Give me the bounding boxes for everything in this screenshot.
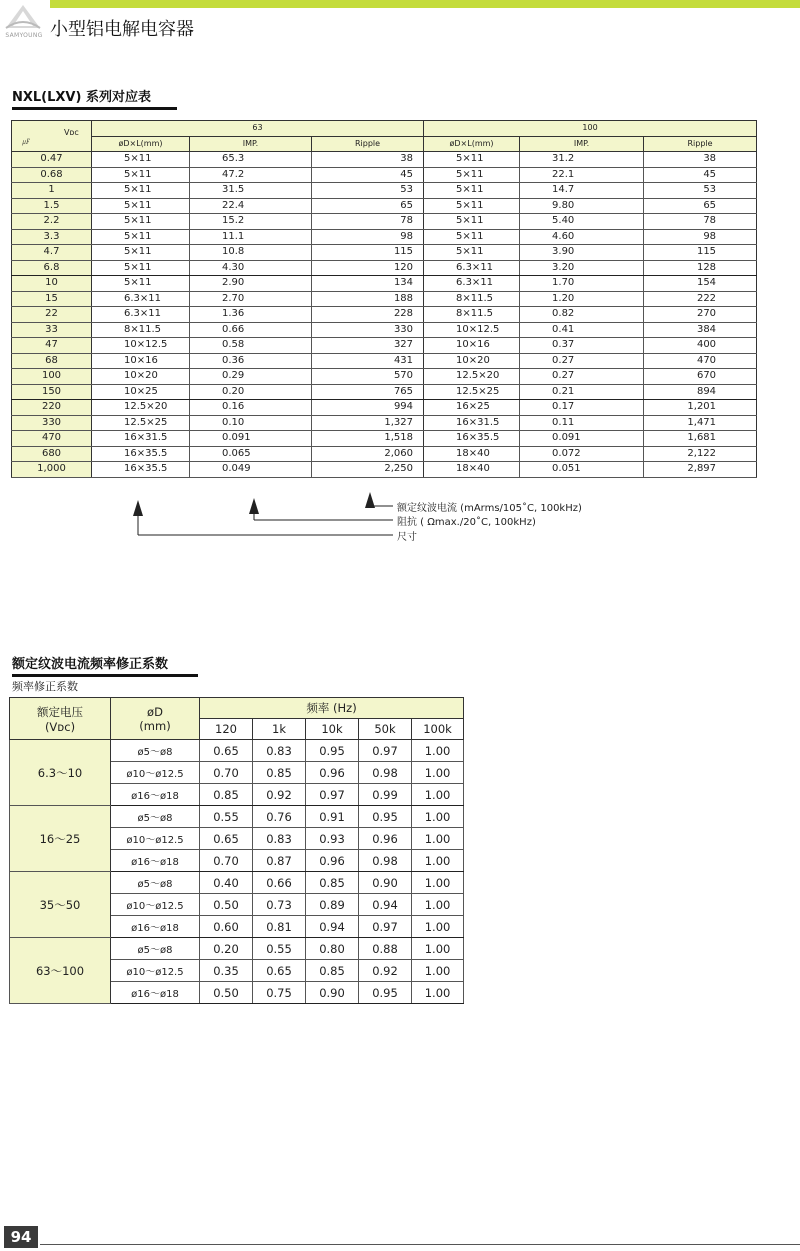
impedance-cell: 0.27	[520, 353, 644, 369]
dimension-cell: 12.5×20	[424, 369, 520, 385]
table-row	[12, 322, 757, 338]
coefficient-cell: 0.65	[200, 740, 253, 762]
coefficient-cell: 1.00	[412, 740, 464, 762]
diameter-cell: ø5～ø8	[111, 740, 200, 762]
dimension-cell: 10×12.5	[92, 338, 190, 354]
ripple-cell: 400	[644, 338, 757, 354]
dimension-cell: 5×11	[92, 229, 190, 245]
impedance-cell: 0.065	[190, 446, 312, 462]
capacitance-cell: 150	[12, 384, 92, 400]
ripple-cell: 65	[644, 198, 757, 214]
ripple-cell: 45	[644, 167, 757, 183]
table-row	[12, 307, 757, 323]
coefficient-cell: 1.00	[412, 894, 464, 916]
diameter-cell: ø16～ø18	[111, 850, 200, 872]
dimension-cell: 6.3×11	[92, 291, 190, 307]
impedance-cell: 47.2	[190, 167, 312, 183]
samyoung-logo	[2, 2, 44, 38]
vdc-label: Vᴅᴄ	[64, 128, 79, 137]
capacitance-cell: 4.7	[12, 245, 92, 261]
impedance-cell: 0.37	[520, 338, 644, 354]
capacitance-cell: 1	[12, 183, 92, 199]
coefficient-cell: 0.85	[253, 762, 306, 784]
coefficient-cell: 0.50	[200, 894, 253, 916]
dimension-cell: 5×11	[424, 183, 520, 199]
coefficient-cell: 0.95	[359, 982, 412, 1004]
impedance-cell: 0.20	[190, 384, 312, 400]
ripple-cell: 53	[312, 183, 424, 199]
table-row	[10, 872, 464, 894]
diameter-label: øD	[147, 704, 163, 719]
ripple-cell: 470	[644, 353, 757, 369]
dimension-cell: 6.3×11	[424, 260, 520, 276]
diameter-header	[111, 698, 200, 740]
capacitance-cell: 1,000	[12, 462, 92, 478]
frequency-col-header: 120	[200, 719, 253, 740]
table-row	[12, 245, 757, 261]
impedance-cell: 0.10	[190, 415, 312, 431]
rated-voltage-cell: 6.3～10	[10, 740, 111, 806]
impedance-cell: 4.30	[190, 260, 312, 276]
coefficient-cell: 0.40	[200, 872, 253, 894]
page-number: 94	[4, 1226, 38, 1248]
impedance-cell: 3.20	[520, 260, 644, 276]
ripple-cell: 431	[312, 353, 424, 369]
dimension-cell: 8×11.5	[424, 307, 520, 323]
impedance-cell: 22.1	[520, 167, 644, 183]
diameter-cell: ø5～ø8	[111, 872, 200, 894]
capacitance-cell: 330	[12, 415, 92, 431]
ripple-cell: 98	[644, 229, 757, 245]
capacitance-cell: 47	[12, 338, 92, 354]
dimension-cell: 8×11.5	[424, 291, 520, 307]
coefficient-cell: 0.97	[306, 784, 359, 806]
coefficient-cell: 0.83	[253, 828, 306, 850]
ripple-cell: 994	[312, 400, 424, 416]
ripple-cell: 2,250	[312, 462, 424, 478]
rated-voltage-cell: 63～100	[10, 938, 111, 1004]
coefficient-cell: 0.88	[359, 938, 412, 960]
impedance-cell: 0.82	[520, 307, 644, 323]
dimension-cell: 5×11	[424, 152, 520, 168]
table-row	[12, 183, 757, 199]
diameter-cell: ø10～ø12.5	[111, 894, 200, 916]
footer-rule	[40, 1244, 800, 1245]
voltage-header-63: 63	[92, 121, 424, 137]
coefficient-cell: 0.85	[306, 872, 359, 894]
dimension-cell: 18×40	[424, 446, 520, 462]
table-row	[12, 198, 757, 214]
table-row	[12, 214, 757, 230]
dimension-cell: 5×11	[424, 229, 520, 245]
ripple-cell: 1,201	[644, 400, 757, 416]
diameter-cell: ø10～ø12.5	[111, 828, 200, 850]
coefficient-cell: 0.97	[359, 916, 412, 938]
diameter-cell: ø5～ø8	[111, 938, 200, 960]
dimension-cell: 6.3×11	[424, 276, 520, 292]
ripple-cell: 78	[312, 214, 424, 230]
col-header-ripple: Ripple	[644, 136, 757, 152]
dimension-cell: 12.5×25	[424, 384, 520, 400]
table-row	[12, 369, 757, 385]
capacitance-cell: 0.47	[12, 152, 92, 168]
ripple-cell: 670	[644, 369, 757, 385]
coefficient-cell: 0.80	[306, 938, 359, 960]
dimension-cell: 5×11	[92, 214, 190, 230]
ripple-cell: 570	[312, 369, 424, 385]
diameter-cell: ø16～ø18	[111, 784, 200, 806]
coefficient-cell: 0.60	[200, 916, 253, 938]
impedance-cell: 0.091	[190, 431, 312, 447]
legend-dimension: 尺寸	[397, 532, 417, 543]
ripple-cell: 45	[312, 167, 424, 183]
dimension-cell: 16×35.5	[92, 462, 190, 478]
coefficient-cell: 0.20	[200, 938, 253, 960]
legend-ripple: 额定纹波电流 (mArms/105˚C, 100kHz)	[397, 503, 582, 514]
capacitance-cell: 1.5	[12, 198, 92, 214]
dimension-cell: 5×11	[424, 198, 520, 214]
coefficient-cell: 0.94	[306, 916, 359, 938]
capacitance-cell: 15	[12, 291, 92, 307]
coefficient-cell: 1.00	[412, 850, 464, 872]
impedance-cell: 0.049	[190, 462, 312, 478]
coefficient-cell: 0.92	[359, 960, 412, 982]
dimension-cell: 5×11	[424, 245, 520, 261]
col-header-impedance: IMP.	[190, 136, 312, 152]
table-row	[12, 167, 757, 183]
coefficient-cell: 1.00	[412, 784, 464, 806]
frequency-correction-table	[9, 697, 464, 1004]
ripple-cell: 188	[312, 291, 424, 307]
coefficient-cell: 0.75	[253, 982, 306, 1004]
ripple-cell: 115	[312, 245, 424, 261]
ripple-cell: 78	[644, 214, 757, 230]
coefficient-cell: 0.65	[253, 960, 306, 982]
page-title: 小型铝电解电容器	[50, 19, 194, 40]
impedance-cell: 0.41	[520, 322, 644, 338]
capacitance-cell: 100	[12, 369, 92, 385]
coefficient-cell: 0.90	[306, 982, 359, 1004]
ripple-cell: 128	[644, 260, 757, 276]
dimension-cell: 5×11	[92, 183, 190, 199]
impedance-cell: 0.091	[520, 431, 644, 447]
coefficient-cell: 1.00	[412, 828, 464, 850]
coefficient-cell: 0.95	[359, 806, 412, 828]
coefficient-cell: 0.55	[253, 938, 306, 960]
capacitance-cell: 680	[12, 446, 92, 462]
dimension-cell: 18×40	[424, 462, 520, 478]
rated-voltage-label: 额定电压	[37, 704, 83, 719]
dimension-cell: 6.3×11	[92, 307, 190, 323]
table-row	[12, 276, 757, 292]
coefficient-cell: 0.85	[306, 960, 359, 982]
impedance-cell: 5.40	[520, 214, 644, 230]
diameter-cell: ø16～ø18	[111, 916, 200, 938]
coefficient-cell: 0.55	[200, 806, 253, 828]
table-row	[12, 291, 757, 307]
coefficient-cell: 0.81	[253, 916, 306, 938]
table-row	[12, 400, 757, 416]
coefficient-cell: 1.00	[412, 762, 464, 784]
coefficient-cell: 1.00	[412, 872, 464, 894]
ripple-cell: 270	[644, 307, 757, 323]
diameter-cell: ø5～ø8	[111, 806, 200, 828]
impedance-cell: 31.5	[190, 183, 312, 199]
ripple-cell: 65	[312, 198, 424, 214]
ripple-cell: 1,518	[312, 431, 424, 447]
frequency-col-header: 10k	[306, 719, 359, 740]
dimension-cell: 16×31.5	[424, 415, 520, 431]
impedance-cell: 1.20	[520, 291, 644, 307]
impedance-cell: 0.051	[520, 462, 644, 478]
series-table-title: NXL(LXV) 系列对应表	[12, 86, 177, 110]
col-header-ripple: Ripple	[312, 136, 424, 152]
table-row	[12, 431, 757, 447]
coefficient-cell: 1.00	[412, 938, 464, 960]
dimension-cell: 10×16	[92, 353, 190, 369]
table-row	[12, 462, 757, 478]
dimension-cell: 5×11	[424, 214, 520, 230]
table-row	[12, 152, 757, 168]
impedance-cell: 1.36	[190, 307, 312, 323]
table-row	[12, 260, 757, 276]
table-legend	[0, 480, 800, 560]
capacitance-cell: 3.3	[12, 229, 92, 245]
col-header-dimension: øD×L(mm)	[424, 136, 520, 152]
coefficient-cell: 0.35	[200, 960, 253, 982]
capacitance-cell: 68	[12, 353, 92, 369]
impedance-cell: 11.1	[190, 229, 312, 245]
diameter-cell: ø10～ø12.5	[111, 960, 200, 982]
ripple-cell: 38	[644, 152, 757, 168]
dimension-cell: 10×20	[92, 369, 190, 385]
impedance-cell: 0.66	[190, 322, 312, 338]
table-row	[10, 938, 464, 960]
dimension-cell: 10×20	[424, 353, 520, 369]
coefficient-cell: 0.91	[306, 806, 359, 828]
dimension-cell: 5×11	[92, 167, 190, 183]
dimension-cell: 16×35.5	[92, 446, 190, 462]
ripple-cell: 222	[644, 291, 757, 307]
capacitance-cell: 22	[12, 307, 92, 323]
impedance-cell: 31.2	[520, 152, 644, 168]
impedance-cell: 4.60	[520, 229, 644, 245]
table-row	[12, 415, 757, 431]
coefficient-cell: 0.83	[253, 740, 306, 762]
dimension-cell: 5×11	[92, 276, 190, 292]
ripple-cell: 154	[644, 276, 757, 292]
capacitance-unit-label: ㎌	[22, 138, 29, 146]
col-header-dimension: øD×L(mm)	[92, 136, 190, 152]
ripple-cell: 2,060	[312, 446, 424, 462]
impedance-cell: 2.90	[190, 276, 312, 292]
coefficient-cell: 0.70	[200, 850, 253, 872]
dimension-cell: 10×25	[92, 384, 190, 400]
header-accent-bar	[50, 0, 800, 8]
impedance-cell: 10.8	[190, 245, 312, 261]
table-row	[10, 740, 464, 762]
coefficient-cell: 0.99	[359, 784, 412, 806]
capacitance-cell: 6.8	[12, 260, 92, 276]
capacitance-cell: 2.2	[12, 214, 92, 230]
dimension-cell: 16×35.5	[424, 431, 520, 447]
coefficient-cell: 0.98	[359, 850, 412, 872]
coefficient-cell: 0.65	[200, 828, 253, 850]
ripple-cell: 765	[312, 384, 424, 400]
coefficient-cell: 0.70	[200, 762, 253, 784]
coefficient-cell: 0.85	[200, 784, 253, 806]
table-row	[12, 229, 757, 245]
coefficient-cell: 0.96	[306, 762, 359, 784]
ripple-cell: 2,897	[644, 462, 757, 478]
impedance-cell: 0.072	[520, 446, 644, 462]
coefficient-cell: 0.89	[306, 894, 359, 916]
impedance-cell: 0.17	[520, 400, 644, 416]
dimension-cell: 5×11	[92, 152, 190, 168]
dimension-cell: 5×11	[92, 245, 190, 261]
impedance-cell: 14.7	[520, 183, 644, 199]
table-row	[12, 338, 757, 354]
series-table	[11, 120, 757, 478]
rated-voltage-header	[10, 698, 111, 740]
capacitance-cell: 10	[12, 276, 92, 292]
correction-section-title: 额定纹波电流频率修正系数	[12, 653, 198, 677]
coefficient-cell: 0.96	[359, 828, 412, 850]
brand-text: SAMYOUNG	[5, 32, 43, 39]
table-row	[12, 353, 757, 369]
coefficient-cell: 0.97	[359, 740, 412, 762]
capacitance-cell: 470	[12, 431, 92, 447]
coefficient-cell: 0.90	[359, 872, 412, 894]
table-row	[12, 384, 757, 400]
voltage-header-100: 100	[424, 121, 757, 137]
ripple-cell: 228	[312, 307, 424, 323]
dimension-cell: 12.5×25	[92, 415, 190, 431]
col-header-impedance: IMP.	[520, 136, 644, 152]
table-row	[12, 446, 757, 462]
ripple-cell: 330	[312, 322, 424, 338]
coefficient-cell: 0.73	[253, 894, 306, 916]
frequency-col-header: 1k	[253, 719, 306, 740]
ripple-cell: 98	[312, 229, 424, 245]
coefficient-cell: 0.94	[359, 894, 412, 916]
ripple-cell: 894	[644, 384, 757, 400]
dimension-cell: 5×11	[92, 260, 190, 276]
dimension-cell: 10×16	[424, 338, 520, 354]
capacitance-cell: 0.68	[12, 167, 92, 183]
diameter-cell: ø16～ø18	[111, 982, 200, 1004]
coefficient-cell: 0.66	[253, 872, 306, 894]
legend-impedance: 阻抗 ( Ωmax./20˚C, 100kHz)	[397, 517, 536, 528]
coefficient-cell: 1.00	[412, 916, 464, 938]
dimension-cell: 5×11	[424, 167, 520, 183]
ripple-cell: 384	[644, 322, 757, 338]
impedance-cell: 9.80	[520, 198, 644, 214]
frequency-col-header: 50k	[359, 719, 412, 740]
capacitance-cell: 33	[12, 322, 92, 338]
impedance-cell: 0.27	[520, 369, 644, 385]
impedance-cell: 0.11	[520, 415, 644, 431]
impedance-cell: 65.3	[190, 152, 312, 168]
ripple-cell: 134	[312, 276, 424, 292]
dimension-cell: 10×12.5	[424, 322, 520, 338]
diameter-unit: (mm)	[139, 718, 171, 733]
coefficient-cell: 1.00	[412, 982, 464, 1004]
frequency-col-header: 100k	[412, 719, 464, 740]
rated-voltage-unit: (Vᴅᴄ)	[44, 719, 76, 734]
ripple-cell: 2,122	[644, 446, 757, 462]
coefficient-cell: 0.93	[306, 828, 359, 850]
impedance-cell: 0.36	[190, 353, 312, 369]
capacitance-cell: 220	[12, 400, 92, 416]
ripple-cell: 120	[312, 260, 424, 276]
impedance-cell: 3.90	[520, 245, 644, 261]
ripple-cell: 115	[644, 245, 757, 261]
dimension-cell: 16×31.5	[92, 431, 190, 447]
dimension-cell: 12.5×20	[92, 400, 190, 416]
impedance-cell: 22.4	[190, 198, 312, 214]
coefficient-cell: 0.98	[359, 762, 412, 784]
coefficient-cell: 1.00	[412, 806, 464, 828]
frequency-header: 频率 (Hz)	[200, 698, 464, 719]
correction-subtitle: 频率修正系数	[12, 680, 78, 693]
coefficient-cell: 0.50	[200, 982, 253, 1004]
rated-voltage-cell: 16～25	[10, 806, 111, 872]
dimension-cell: 8×11.5	[92, 322, 190, 338]
ripple-cell: 1,327	[312, 415, 424, 431]
coefficient-cell: 0.92	[253, 784, 306, 806]
impedance-cell: 1.70	[520, 276, 644, 292]
ripple-cell: 1,681	[644, 431, 757, 447]
dimension-cell: 5×11	[92, 198, 190, 214]
ripple-cell: 53	[644, 183, 757, 199]
coefficient-cell: 1.00	[412, 960, 464, 982]
ripple-cell: 38	[312, 152, 424, 168]
impedance-cell: 0.16	[190, 400, 312, 416]
rated-voltage-cell: 35～50	[10, 872, 111, 938]
diameter-cell: ø10～ø12.5	[111, 762, 200, 784]
ripple-cell: 327	[312, 338, 424, 354]
coefficient-cell: 0.95	[306, 740, 359, 762]
impedance-cell: 2.70	[190, 291, 312, 307]
impedance-cell: 0.21	[520, 384, 644, 400]
impedance-cell: 15.2	[190, 214, 312, 230]
coefficient-cell: 0.76	[253, 806, 306, 828]
table-corner-cell	[12, 121, 92, 152]
impedance-cell: 0.58	[190, 338, 312, 354]
coefficient-cell: 0.87	[253, 850, 306, 872]
table-row	[10, 806, 464, 828]
dimension-cell: 16×25	[424, 400, 520, 416]
impedance-cell: 0.29	[190, 369, 312, 385]
ripple-cell: 1,471	[644, 415, 757, 431]
coefficient-cell: 0.96	[306, 850, 359, 872]
